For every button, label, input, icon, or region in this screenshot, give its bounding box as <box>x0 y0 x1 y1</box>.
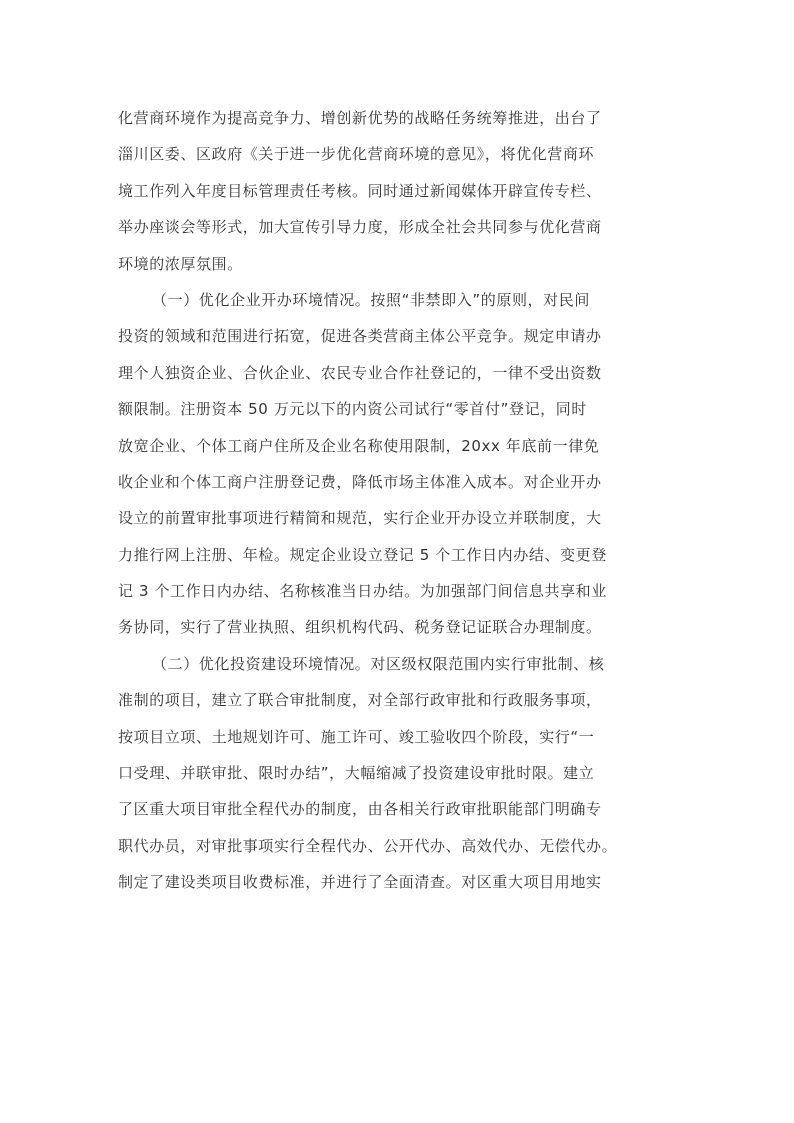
text-line: 力推行网上注册、年检。规定企业设立登记 5 个工作日内办结、变更登 <box>118 545 607 564</box>
text-line: 投资的领域和范围进行拓宽，促进各类营商主体公平竞争。规定申请办 <box>118 327 602 346</box>
paragraph-heading-line: （二）优化投资建设环境情况。对区级权限范围内实行审批制、核 <box>152 654 605 673</box>
text-line: 境工作列入年度目标管理责任考核。同时通过新闻媒体开辟宣传专栏、 <box>118 181 602 200</box>
text-line: 务协同，实行了营业执照、组织机构代码、税务登记证联合办理制度。 <box>118 618 602 637</box>
text-line: 化营商环境作为提高竞争力、增创新优势的战略任务统筹推进，出台了 <box>118 109 602 127</box>
text-line: 了区重大项目审批全程代办的制度，由各相关行政审批职能部门明确专 <box>118 800 602 819</box>
text-line: 收企业和个体工商户注册登记费，降低市场主体准入成本。对企业开办 <box>118 472 602 491</box>
text-line: 淄川区委、区政府《关于进一步优化营商环境的意见》，将优化营商环 <box>118 145 595 164</box>
text-line: 准制的项目，建立了联合审批制度，对全部行政审批和行政服务事项， <box>118 691 602 710</box>
text-line: 制定了建设类项目收费标准，并进行了全面清查。对区重大项目用地实 <box>118 873 602 892</box>
body-text <box>118 100 684 901</box>
text-line: 放宽企业、个体工商户住所及企业名称使用限制，20xx 年底前一律免 <box>118 436 600 455</box>
text-line: 理个人独资企业、合伙企业、农民专业合作社登记的，一律不受出资数 <box>118 363 602 382</box>
text-line: 设立的前置审批事项进行精简和规范，实行企业开办设立并联制度，大 <box>118 509 602 528</box>
text-line: 按项目立项、土地规划许可、施工许可、竣工验收四个阶段，实行“一 <box>118 727 595 746</box>
text-line: 职代办员，对审批事项实行全程代办、公开代办、高效代办、无偿代办。 <box>118 836 618 855</box>
paragraph-heading-line: （一）优化企业开办环境情况。按照“非禁即入”的原则，对民间 <box>152 290 590 309</box>
text-line: 额限制。注册资本 50 万元以下的内资公司试行“零首付”登记，同时 <box>118 400 587 419</box>
text-line: 举办座谈会等形式，加大宣传引导力度，形成全社会共同参与优化营商 <box>118 218 602 237</box>
text-line: 口受理、并联审批、限时办结”，大幅缩减了投资建设审批时限。建立 <box>118 764 595 783</box>
text-line: 记 3 个工作日内办结、名称核准当日办结。为加强部门间信息共享和业 <box>118 582 607 601</box>
text-line: 环境的浓厚氛围。 <box>118 254 243 273</box>
